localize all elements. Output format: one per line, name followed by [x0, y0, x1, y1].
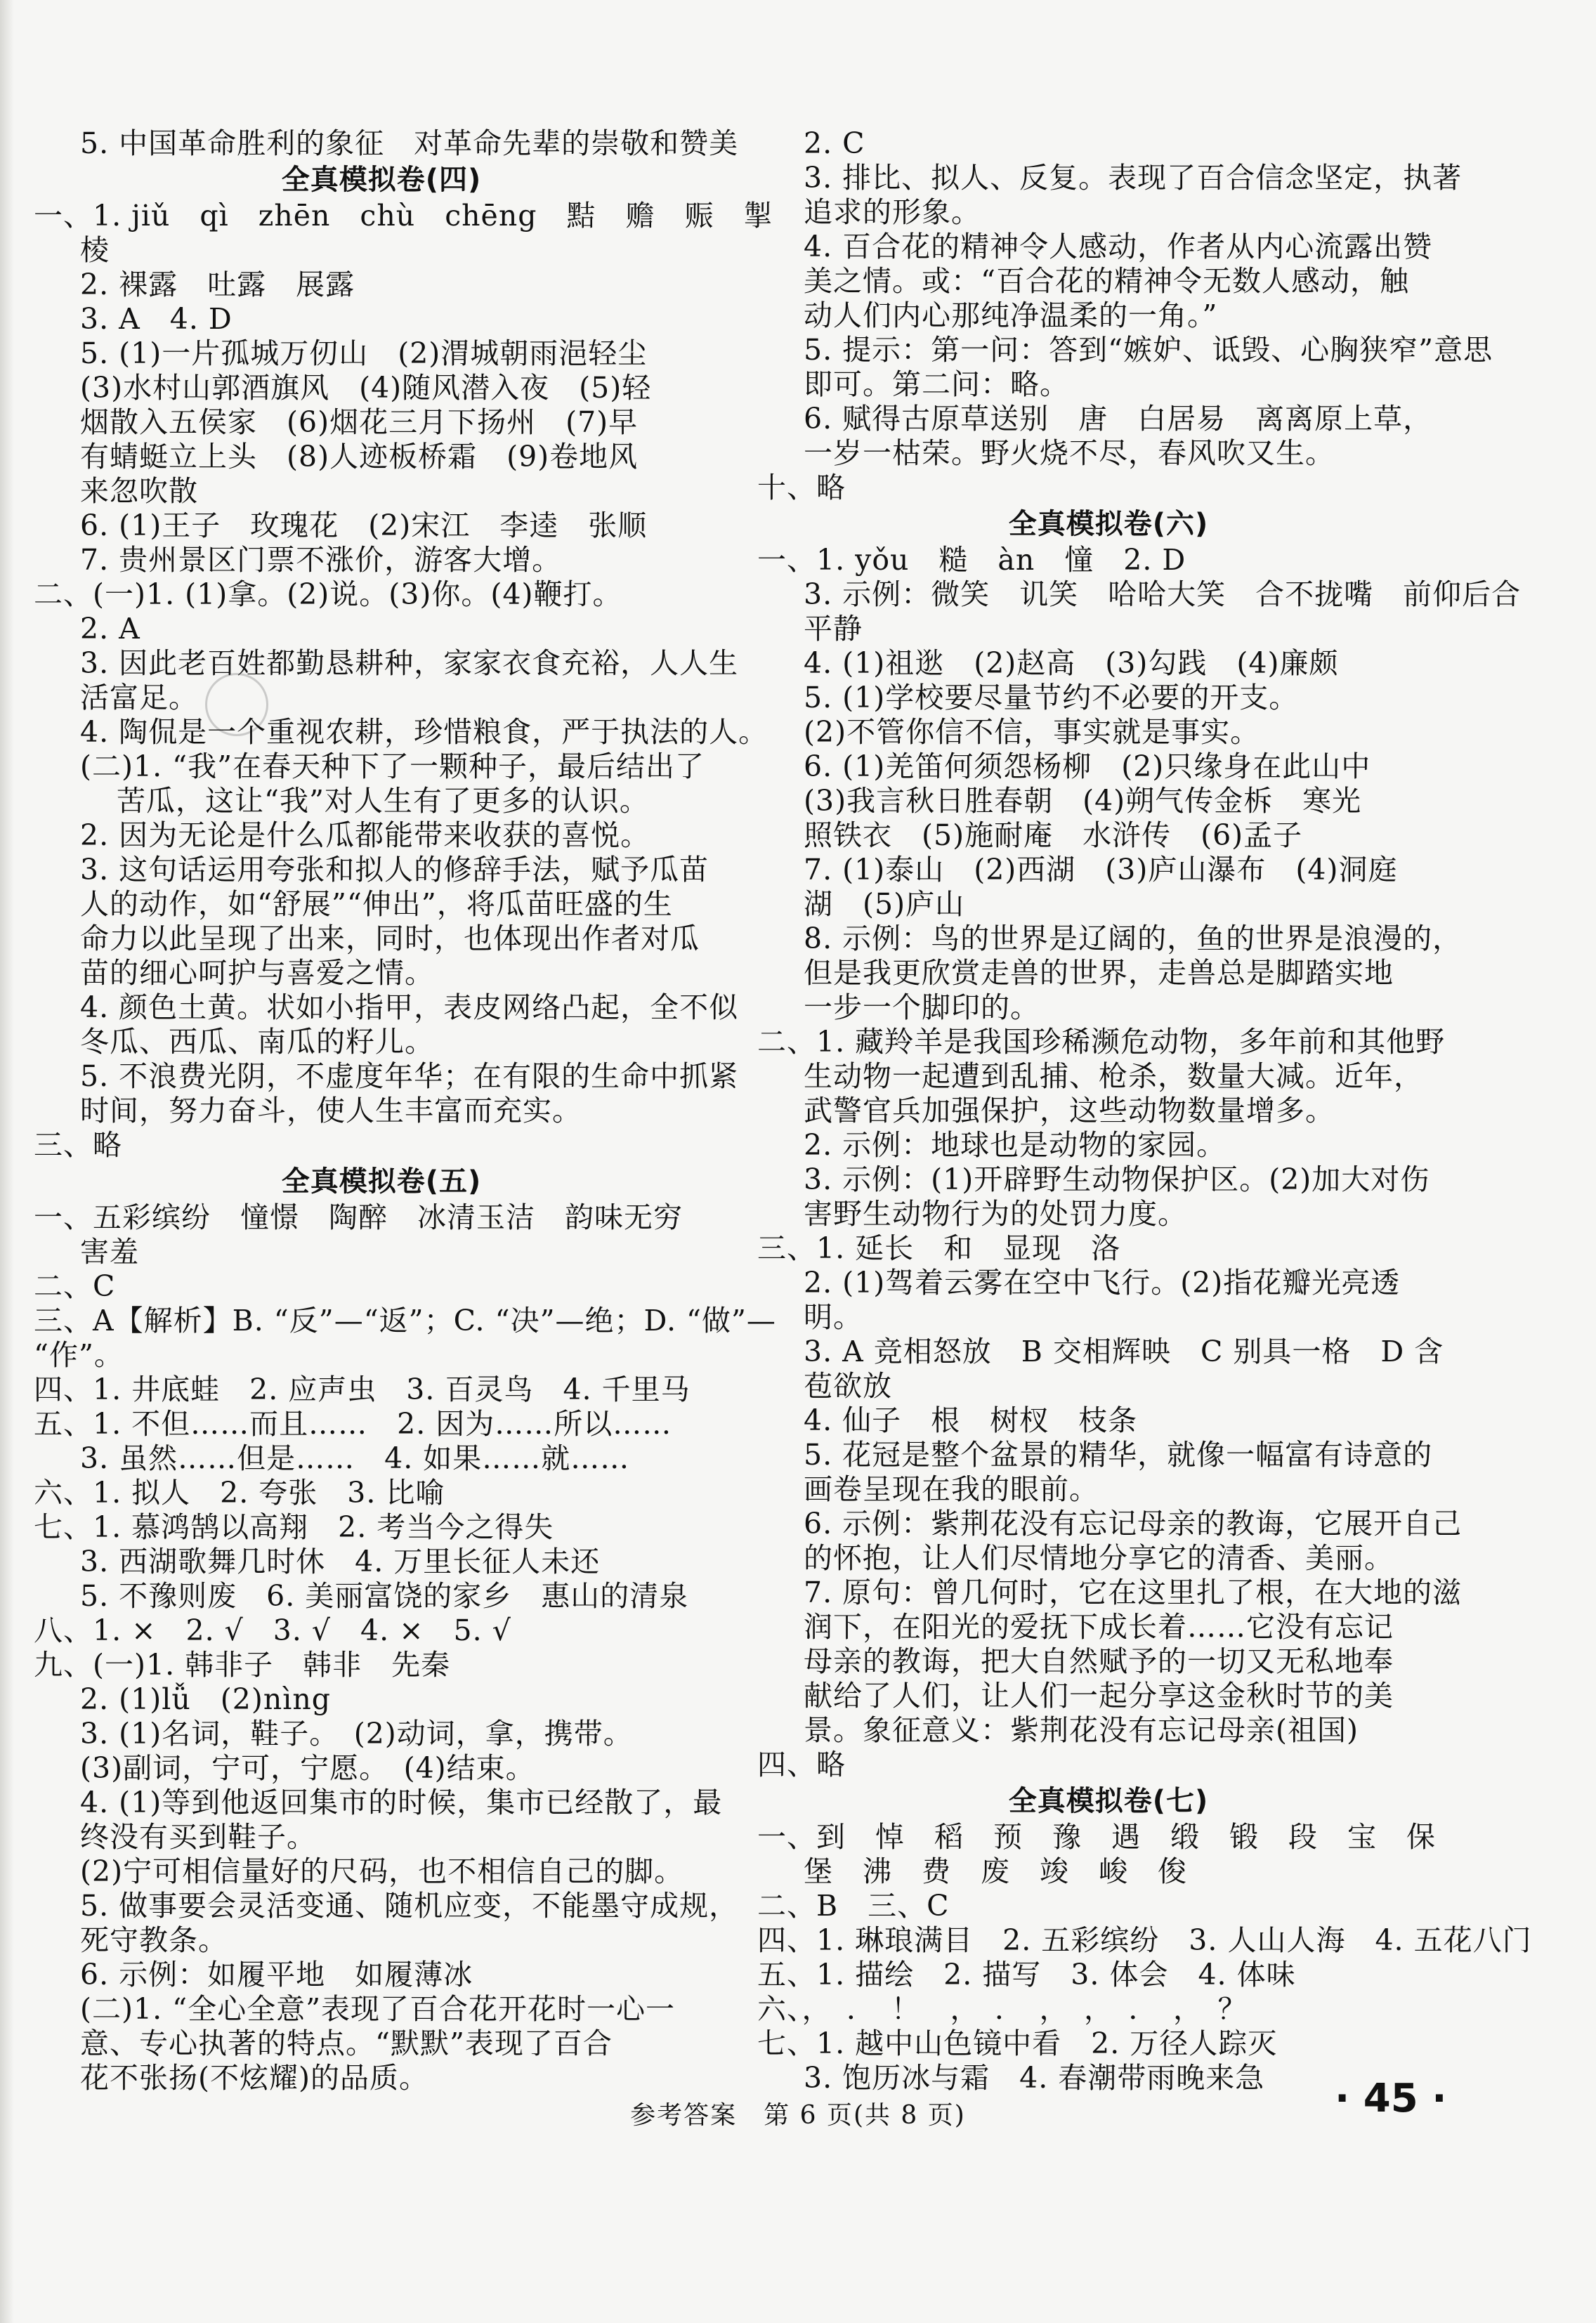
answer-line: 命力以此呈现了出来，同时，也体现出作者对瓜	[80, 922, 700, 955]
answer-line: 3. 排比、拟人、反复。表现了百合信念坚定，执著	[804, 161, 1463, 195]
answer-line: 害羞	[80, 1235, 139, 1269]
answer-line: 4. 颜色土黄。状如小指甲，表皮网络凸起，全不似	[80, 990, 739, 1024]
answer-line: 一、1. jiǔ qì zhēn chù chēng 黠 赡 赈 掣	[34, 199, 773, 233]
answer-line: 烟散入五侯家 (6)烟花三月下扬州 (7)早	[80, 405, 639, 439]
answer-line: 九、(一)1. 韩非子 韩非 先秦	[34, 1648, 451, 1682]
answer-line: 苞欲放	[804, 1369, 892, 1403]
section-title: 全真模拟卷(五)	[281, 1165, 482, 1198]
answer-line: 活富足。	[80, 681, 198, 714]
answer-line: (二)1. “我”在春天种下了一颗种子，最后结出了	[80, 750, 705, 783]
page-footer: 参考答案 第 6 页(共 8 页)	[630, 2101, 966, 2130]
answer-line: 2. 因为无论是什么瓜都能带来收获的喜悦。	[80, 818, 650, 852]
answer-line: 湖 (5)庐山	[804, 887, 965, 921]
answer-line: 四、略	[757, 1748, 846, 1781]
answer-line: 但是我更欣赏走兽的世界，走兽总是脚踏实地	[804, 956, 1394, 990]
right-column	[757, 126, 1532, 2095]
answer-line: 3. 虽然……但是…… 4. 如果……就……	[80, 1441, 630, 1475]
answer-line: 四、1. 琳琅满目 2. 五彩缤纷 3. 人山人海 4. 五花八门	[757, 1923, 1532, 1957]
answer-line: (3)水村山郭酒旗风 (4)随风潜入夜 (5)轻	[80, 371, 652, 405]
answer-line: 三、1. 延长 和 显现 洛	[757, 1231, 1121, 1265]
answer-line: 4. 仙子 根 树杈 枝条	[804, 1403, 1138, 1437]
page-number-badge: · 45 ·	[1335, 2076, 1447, 2121]
answer-line: 6. 示例：紫荆花没有忘记母亲的教诲，它展开自己	[804, 1507, 1463, 1540]
answer-line: 5. 花冠是整个盆景的精华，就像一幅富有诗意的	[804, 1438, 1433, 1472]
answer-line: 5. 不浪费光阴，不虚度年华；在有限的生命中抓紧	[80, 1059, 739, 1093]
answer-line: 6. (1)羌笛何须怨杨柳 (2)只缘身在此山中	[804, 750, 1371, 783]
answer-line: 6. 示例：如履平地 如履薄冰	[80, 1958, 473, 1991]
answer-line: 即可。第二问：略。	[804, 367, 1069, 401]
answer-line: “作”。	[34, 1338, 124, 1372]
answer-line: 苦瓜，这让“我”对人生有了更多的认识。	[117, 784, 649, 818]
answer-line: 一、到 悼 稻 预 豫 遇 缎 锻 段 宝 保	[757, 1820, 1436, 1854]
answer-line: 3. 示例：微笑 讥笑 哈哈大笑 合不拢嘴 前仰后合	[804, 577, 1522, 611]
section-title: 全真模拟卷(四)	[281, 164, 482, 196]
answer-line: 3. 因此老百姓都勤恳耕种，家家衣食充裕，人人生	[80, 646, 739, 680]
answer-line: 3. 西湖歌舞几时休 4. 万里长征人未还	[80, 1545, 601, 1578]
answer-line: 六、1. 拟人 2. 夸张 3. 比喻	[34, 1476, 445, 1510]
answer-line: 5. 中国革命胜利的象征 对革命先辈的崇敬和赞美	[80, 126, 739, 160]
answer-line: 七、1. 慕鸿鹄以高翔 2. 考当今之得失	[34, 1510, 554, 1544]
answer-line: 6. 赋得古原草送别 唐 白居易 离离原上草，	[804, 402, 1433, 436]
answer-line: 5. 不豫则废 6. 美丽富饶的家乡 惠山的清泉	[80, 1579, 689, 1613]
answer-line: 八、1. × 2. √ 3. √ 4. × 5. √	[34, 1614, 511, 1647]
answer-line: 母亲的教诲，把大自然赋予的一切又无私地奉	[804, 1644, 1394, 1678]
answer-line: 4. 陶侃是一个重视农耕，珍惜粮食，严于执法的人。	[80, 715, 768, 749]
answer-line: 画卷呈现在我的眼前。	[804, 1472, 1099, 1506]
answer-line: (2)宁可相信量好的尺码，也不相信自己的脚。	[80, 1854, 684, 1888]
answer-line: 动人们内心那纯净温柔的一角。”	[804, 299, 1218, 332]
answer-line: 6. (1)王子 玫瑰花 (2)宋江 李逵 张顺	[80, 509, 648, 542]
answer-line: 六、， ． ！ ， ． ， ， ． ， ？	[757, 1992, 1248, 2026]
answer-line: 明。	[804, 1300, 863, 1334]
answer-line: 7. 原句：曾几何时，它在这里扎了根，在大地的滋	[804, 1576, 1463, 1609]
answer-line: (3)副词，宁可，宁愿。 (4)结束。	[80, 1751, 535, 1785]
answer-line: 十、略	[757, 471, 846, 504]
answer-line: 二、1. 藏羚羊是我国珍稀濒危动物，多年前和其他野	[757, 1025, 1446, 1059]
answer-line: 4. (1)等到他返回集市的时候，集市已经散了，最	[80, 1786, 723, 1819]
answer-line: 2. 裸露 吐露 展露	[80, 268, 355, 301]
answer-line: (二)1. “全心全意”表现了百合花开花时一心一	[80, 1992, 676, 2026]
section-title: 全真模拟卷(六)	[1008, 508, 1209, 540]
answer-line: 人的动作，如“舒展”“伸出”，将瓜苗旺盛的生	[80, 887, 673, 921]
answer-line: 3. (1)名词，鞋子。 (2)动词，拿，携带。	[80, 1717, 633, 1751]
answer-line: 五、1. 不但……而且…… 2. 因为……所以……	[34, 1407, 672, 1441]
answer-line: 2. A	[80, 612, 140, 646]
answer-line: 5. 做事要会灵活变通、随机应变，不能墨守成规，	[80, 1889, 739, 1923]
answer-line: 照铁衣 (5)施耐庵 水浒传 (6)孟子	[804, 818, 1303, 852]
answer-line: 二、B 三、C	[757, 1889, 950, 1923]
answer-line: 苗的细心呵护与喜爱之情。	[80, 956, 434, 990]
answer-line: 来忽吹散	[80, 474, 198, 508]
answer-line: 3. 示例：(1)开辟野生动物保护区。(2)加大对伤	[804, 1163, 1430, 1196]
answer-line: 景。象征意义：紫荆花没有忘记母亲(祖国)	[804, 1713, 1359, 1747]
answer-line: 害野生动物行为的处罚力度。	[804, 1197, 1187, 1231]
page-edge-shadow	[0, 0, 14, 2323]
answer-line: (3)我言秋日胜春朝 (4)朔气传金柝 寒光	[804, 784, 1362, 818]
answer-line: 4. 百合花的精神令人感动，作者从内心流露出赞	[804, 230, 1433, 263]
answer-line: 五、1. 描绘 2. 描写 3. 体会 4. 体味	[757, 1958, 1296, 1991]
answer-line: 5. (1)一片孤城万仞山 (2)渭城朝雨浥轻尘	[80, 336, 648, 370]
answer-line: 三、A【解析】B. “反”—“返”；C. “决”—绝；D. “做”—	[34, 1304, 776, 1337]
answer-line: 七、1. 越中山色镜中看 2. 万径人踪灭	[757, 2027, 1278, 2060]
answer-line: 7. (1)泰山 (2)西湖 (3)庐山瀑布 (4)洞庭	[804, 853, 1398, 886]
answer-line: 4. (1)祖逖 (2)赵高 (3)勾践 (4)廉颇	[804, 646, 1339, 680]
answer-line: 花不张扬(不炫耀)的品质。	[80, 2061, 429, 2095]
answer-line: 堡 沸 费 废 竣 峻 俊	[804, 1854, 1187, 1888]
answer-line: 二、(一)1. (1)拿。(2)说。(3)你。(4)鞭打。	[34, 577, 622, 611]
answer-line: 生动物一起遭到乱捕、枪杀，数量大减。近年，	[804, 1059, 1423, 1093]
answer-line: 棱	[80, 233, 110, 267]
answer-line: 的怀抱，让人们尽情地分享它的清香、美丽。	[804, 1541, 1394, 1575]
answer-line: 3. A 4. D	[80, 302, 233, 336]
answer-line: 一、五彩缤纷 憧憬 陶醉 冰清玉洁 韵味无穷	[34, 1200, 683, 1234]
answer-line: 武警官兵加强保护，这些动物数量增多。	[804, 1094, 1335, 1127]
answer-line: 5. (1)学校要尽量节约不必要的开支。	[804, 681, 1299, 714]
answer-line: 有蜻蜓立上头 (8)人迹板桥霜 (9)卷地风	[80, 440, 639, 473]
answer-line: 冬瓜、西瓜、南瓜的籽儿。	[80, 1025, 434, 1059]
answer-line: 二、C	[34, 1269, 116, 1303]
answer-line: 追求的形象。	[804, 195, 981, 229]
answer-line: (2)不管你信不信，事实就是事实。	[804, 715, 1260, 749]
answer-line: 四、1. 井底蛙 2. 应声虫 3. 百灵鸟 4. 千里马	[34, 1373, 691, 1406]
answer-line: 献给了人们，让人们一起分享这金秋时节的美	[804, 1679, 1394, 1713]
answer-line: 一步一个脚印的。	[804, 990, 1040, 1024]
answer-line: 意、专心执著的特点。“默默”表现了百合	[80, 2027, 613, 2060]
answer-line: 3. 这句话运用夸张和拟人的修辞手法，赋予瓜苗	[80, 853, 709, 886]
answer-line: 一、1. yǒu 糙 àn 憧 2. D	[757, 543, 1186, 577]
answer-line: 2. 示例：地球也是动物的家园。	[804, 1128, 1227, 1162]
answer-line: 死守教条。	[80, 1923, 228, 1957]
answer-line: 美之情。或：“百合花的精神令无数人感动，触	[804, 264, 1409, 298]
answer-line: 2. C	[804, 126, 865, 160]
answer-line: 平静	[804, 612, 863, 646]
answer-line: 润下，在阳光的爱抚下成长着……它没有忘记	[804, 1610, 1394, 1644]
answer-line: 3. 饱历冰与霜 4. 春潮带雨晚来急	[804, 2061, 1265, 2095]
answer-line: 时间，努力奋斗，使人生丰富而充实。	[80, 1094, 582, 1127]
answer-line: 三、略	[34, 1128, 122, 1162]
section-title: 全真模拟卷(七)	[1008, 1785, 1209, 1817]
left-column	[34, 126, 776, 2095]
answer-line: 2. (1)lǚ (2)nìng	[80, 1682, 331, 1716]
answer-line: 7. 贵州景区门票不涨价，游客大增。	[80, 543, 562, 577]
answer-line: 终没有买到鞋子。	[80, 1820, 316, 1854]
answer-line: 一岁一枯荣。野火烧不尽，春风吹又生。	[804, 436, 1335, 470]
answer-line: 2. (1)驾着云雾在空中飞行。(2)指花瓣光亮透	[804, 1266, 1401, 1300]
answer-line: 5. 提示：第一问：答到“嫉妒、诋毁、心胸狭窄”意思	[804, 333, 1493, 367]
answer-line: 8. 示例：鸟的世界是辽阔的，鱼的世界是浪漫的，	[804, 922, 1463, 955]
answer-line: 3. A 竞相怒放 B 交相辉映 C 别具一格 D 含	[804, 1335, 1444, 1368]
